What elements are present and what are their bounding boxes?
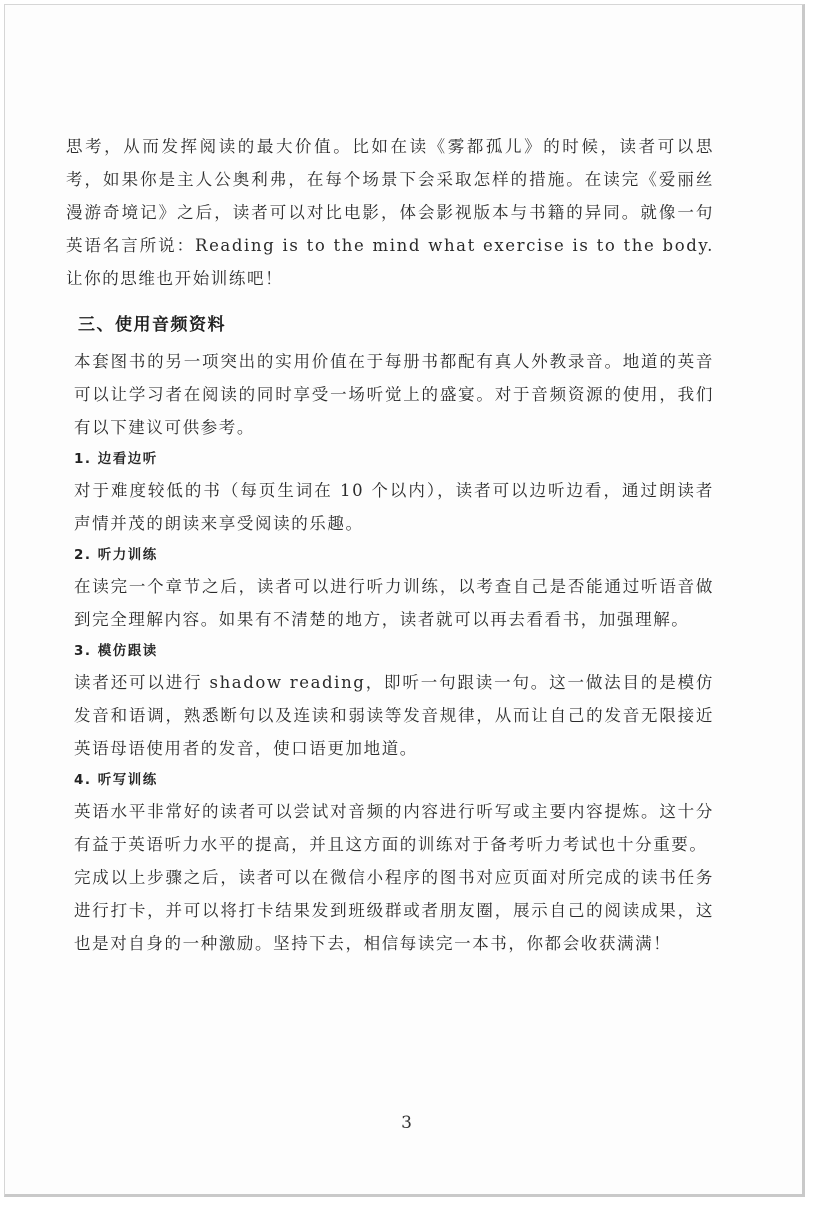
section-heading-audio: 三、使用音频资料 bbox=[78, 315, 226, 335]
paragraph-audio-intro: 本套图书的另一项突出的实用价值在于每册书都配有真人外教录音。地道的英音可以让学习者在阅读的同时享受一场听觉上的盛宴。对于音频资源的使用，我们有以下建议可供参考。 bbox=[74, 352, 714, 437]
paragraph-read-listen: 对于难度较低的书（每页生词在 10 个以内），读者可以边听边看，通过朗读者声情并茂的朗读来享受阅读的乐趣。 bbox=[74, 481, 714, 533]
page-body bbox=[66, 130, 714, 960]
paragraph-shadow-reading: 读者还可以进行 shadow reading，即听一句跟读一句。这一做法目的是模仿发音和语调，熟悉断句以及连读和弱读等发音规律，从而让自己的发音无限接近英语母语使用者的发音，使口语更加地道。 bbox=[74, 673, 714, 758]
paragraph-intro-continued: 思考，从而发挥阅读的最大价值。比如在读《雾都孤儿》的时候，读者可以思考，如果你是主人公奥利弗，在每个场景下会采取怎样的措施。在读完《爱丽丝漫游奇境记》之后，读者可以对比电影，体会影视版本与书籍的异同。就像一句英语名言所说：Reading is to the mind what exercise is to the body. 让你的思维也开始训练吧！ bbox=[66, 137, 714, 288]
page-number: 3 bbox=[401, 1113, 412, 1133]
sub-heading-shadow-reading: 3. 模仿跟读 bbox=[74, 643, 158, 659]
paragraph-check-in: 完成以上步骤之后，读者可以在微信小程序的图书对应页面对所完成的读书任务进行打卡，并可以将打卡结果发到班级群或者朋友圈，展示自己的阅读成果，这也是对自身的一种激励。坚持下去，相信每读完一本书，你都会收获满满！ bbox=[74, 868, 714, 953]
sub-heading-read-listen: 1. 边看边听 bbox=[74, 451, 158, 467]
sub-heading-listening-training: 2. 听力训练 bbox=[74, 547, 158, 563]
paragraph-dictation: 英语水平非常好的读者可以尝试对音频的内容进行听写或主要内容提炼。这十分有益于英语听力水平的提高，并且这方面的训练对于备考听力考试也十分重要。 bbox=[74, 802, 714, 854]
sub-heading-dictation: 4. 听写训练 bbox=[74, 772, 158, 788]
paragraph-listening-training: 在读完一个章节之后，读者可以进行听力训练，以考查自己是否能通过听语音做到完全理解内容。如果有不清楚的地方，读者就可以再去看看书，加强理解。 bbox=[74, 577, 714, 629]
